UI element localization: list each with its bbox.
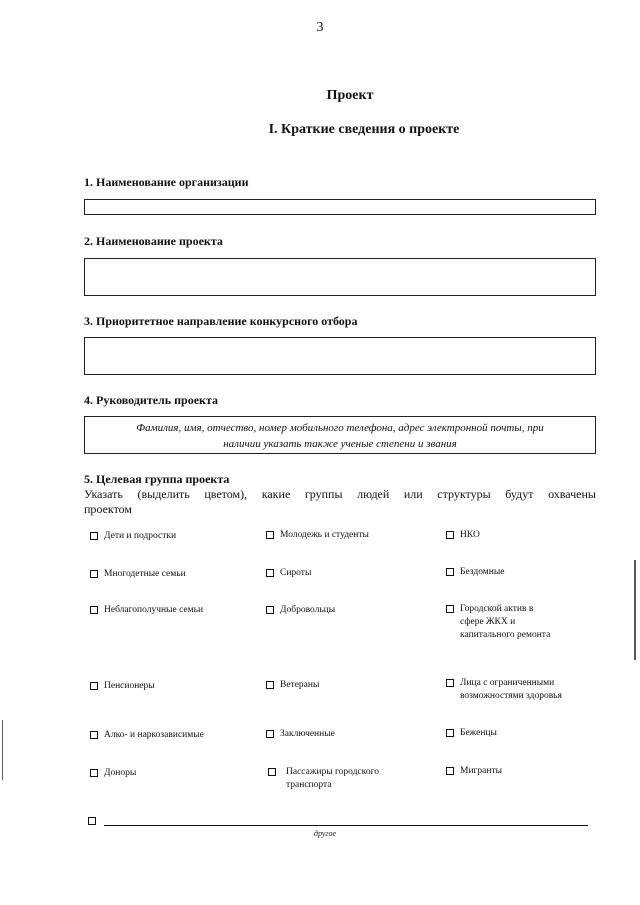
checkbox[interactable] <box>90 606 98 614</box>
option-children[interactable] <box>90 530 250 543</box>
checkbox[interactable] <box>266 531 274 539</box>
option-prisoners[interactable] <box>266 728 426 741</box>
checkbox[interactable] <box>446 605 454 613</box>
target-group-description-line1: Указать (выделить цветом), какие группы людей или структуры будут охвачены <box>84 487 596 501</box>
option-housing-activists[interactable] <box>446 603 558 642</box>
option-veterans[interactable] <box>266 679 426 692</box>
option-donors[interactable] <box>90 767 250 780</box>
checkbox[interactable] <box>266 606 274 614</box>
option-youth[interactable] <box>266 529 426 542</box>
option-transport-passengers[interactable] <box>268 766 398 792</box>
option-volunteers[interactable] <box>266 604 426 617</box>
checkbox[interactable] <box>90 731 98 739</box>
option-dysfunctional-families[interactable] <box>90 604 250 617</box>
option-label: Ветераны <box>280 680 320 690</box>
checkbox[interactable] <box>446 531 454 539</box>
checkbox[interactable] <box>90 532 98 540</box>
option-label: Сироты <box>280 568 312 578</box>
option-addicts[interactable] <box>90 729 260 742</box>
option-label: Мигранты <box>460 766 503 776</box>
option-migrants[interactable] <box>446 765 586 778</box>
option-label: Доноры <box>104 768 137 778</box>
option-homeless[interactable] <box>446 566 586 579</box>
project-leader-field[interactable] <box>84 416 596 454</box>
option-label: НКО <box>460 530 480 540</box>
option-label: Заключенные <box>280 729 335 739</box>
section-heading-project-name: 2. Наименование проекта <box>84 234 223 248</box>
option-nko[interactable] <box>446 529 586 542</box>
option-label: Неблагополучные семьи <box>104 605 204 615</box>
section-heading-project-leader: 4. Руководитель проекта <box>84 393 218 407</box>
option-label: Городской актив в сфере ЖКХ и капитального ремонта <box>460 604 551 640</box>
checkbox[interactable] <box>266 730 274 738</box>
other-label: другое <box>313 829 337 838</box>
option-label: Беженцы <box>460 728 497 738</box>
document-subtitle: I. Краткие сведения о проекте <box>268 122 460 137</box>
project-leader-hint-line2: наличии указать также ученые степени и звания <box>223 438 457 450</box>
option-label: Бездомные <box>460 567 505 577</box>
target-group-description <box>84 487 596 517</box>
checkbox[interactable] <box>90 769 98 777</box>
option-disabled-persons[interactable] <box>446 677 574 703</box>
checkbox[interactable] <box>446 729 454 737</box>
checkbox[interactable] <box>266 569 274 577</box>
checkbox[interactable] <box>88 817 96 825</box>
other-input-line[interactable] <box>104 825 588 826</box>
checkbox[interactable] <box>268 768 276 776</box>
option-large-families[interactable] <box>90 568 250 581</box>
option-pensioners[interactable] <box>90 680 250 693</box>
option-label: Пассажиры городского транспорта <box>286 767 379 790</box>
option-other[interactable] <box>88 815 102 825</box>
checkbox[interactable] <box>446 679 454 687</box>
option-label: Алко- и наркозависимые <box>104 730 204 740</box>
target-group-description-line2: проектом <box>84 502 133 516</box>
option-label: Лица с ограниченными возможностями здоровья <box>460 678 562 701</box>
option-label: Молодежь и студенты <box>280 530 369 540</box>
option-label: Дети и подростки <box>104 531 177 541</box>
priority-direction-field[interactable] <box>84 337 596 375</box>
checkbox[interactable] <box>446 767 454 775</box>
checkbox[interactable] <box>90 570 98 578</box>
option-label: Пенсионеры <box>104 681 155 691</box>
section-heading-organization: 1. Наименование организации <box>84 175 249 189</box>
option-orphans[interactable] <box>266 567 426 580</box>
option-refugees[interactable] <box>446 727 586 740</box>
option-label: Многодетные семьи <box>104 569 186 579</box>
section-heading-target-group: 5. Целевая группа проекта <box>84 472 230 486</box>
scan-edge-mark <box>2 720 3 780</box>
document-title: Проект <box>326 88 374 103</box>
checkbox[interactable] <box>446 568 454 576</box>
project-name-field[interactable] <box>84 258 596 296</box>
scan-edge-mark <box>634 560 636 660</box>
page-number: 3 <box>316 20 324 35</box>
checkbox[interactable] <box>90 682 98 690</box>
project-leader-hint-line1: Фамилия, имя, отчество, номер мобильного телефона, адрес электронной почты, при <box>136 422 544 434</box>
section-heading-priority-direction: 3. Приоритетное направление конкурсного отбора <box>84 314 358 328</box>
option-label: Добровольцы <box>280 605 336 615</box>
organization-name-field[interactable] <box>84 199 596 215</box>
checkbox[interactable] <box>266 681 274 689</box>
